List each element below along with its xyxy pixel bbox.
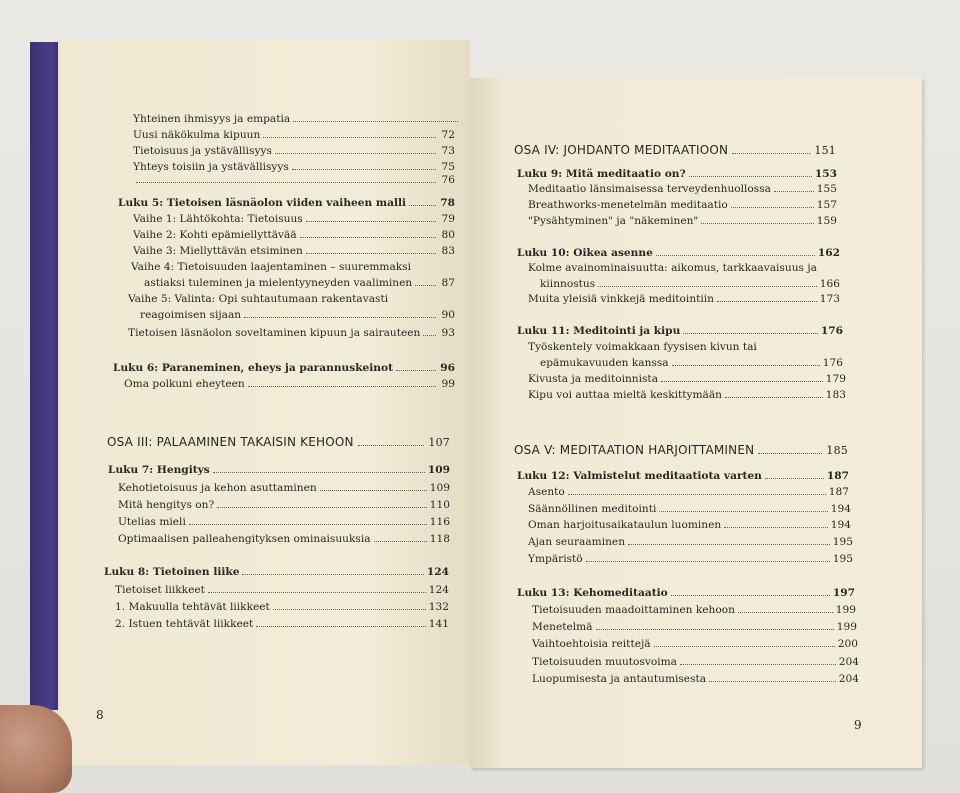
toc-chapter-entry <box>108 464 450 477</box>
leader-dots <box>213 472 425 473</box>
entry-title: Meditaatio länsimaisessa terveydenhuollossa <box>528 183 771 195</box>
entry-title: Yhteinen ihmisyys ja empatia <box>133 113 291 125</box>
entry-page-number: 116 <box>429 516 450 528</box>
leader-dots <box>654 646 835 647</box>
leader-dots <box>306 221 436 222</box>
toc-entry <box>532 656 859 669</box>
toc-entry <box>128 293 455 306</box>
leader-dots <box>256 626 425 627</box>
entry-page-number: 73 <box>441 145 455 157</box>
entry-title: Oman harjoitusaikataulun luominen <box>528 519 722 531</box>
entry-title: Tietoisuuden muutosvoima <box>532 656 677 668</box>
right-page-number: 9 <box>854 718 862 732</box>
leader-dots <box>423 335 436 336</box>
leader-dots <box>358 445 425 446</box>
leader-dots <box>273 609 426 610</box>
entry-page-number: 176 <box>820 325 843 337</box>
toc-entry <box>133 113 461 126</box>
toc-entry <box>540 357 843 370</box>
entry-title: Breathworks-menetelmän meditaatio <box>528 199 728 211</box>
leader-dots <box>596 629 834 630</box>
entry-title: Luku 13: Kehomeditaatio <box>517 587 668 599</box>
leader-dots <box>717 301 817 302</box>
entry-page-number: 176 <box>822 357 843 369</box>
entry-title: Optimaalisen palleahengityksen ominaisuuksia <box>118 533 371 545</box>
leader-dots <box>732 153 810 154</box>
toc-entry <box>115 601 449 614</box>
entry-title: Luku 8: Tietoinen liike <box>104 566 240 578</box>
leader-dots <box>568 494 826 495</box>
toc-chapter-entry <box>104 566 449 579</box>
toc-chapter-entry <box>517 168 837 181</box>
leader-dots <box>409 205 436 206</box>
entry-page-number: 204 <box>838 656 859 668</box>
entry-title: 1. Makuulla tehtävät liikkeet <box>115 601 270 613</box>
entry-page-number: 166 <box>819 278 840 290</box>
entry-title: reagoimisen sijaan <box>140 309 242 321</box>
entry-page-number: 173 <box>819 293 840 305</box>
toc-entry <box>528 199 837 212</box>
entry-page-number: 155 <box>816 183 837 195</box>
entry-title: Luku 5: Tietoisen läsnäolon viiden vaiheen malli <box>118 197 407 209</box>
leader-dots <box>659 511 827 512</box>
leader-dots <box>672 365 820 366</box>
entry-title: "Pysähtyminen" ja "näkeminen" <box>528 215 699 227</box>
toc-entry <box>133 174 455 187</box>
entry-title: Luku 10: Oikea asenne <box>517 247 653 259</box>
entry-page-number: 83 <box>441 245 455 257</box>
entry-page-number: 118 <box>429 533 450 545</box>
leader-dots <box>396 370 436 371</box>
entry-page-number: 194 <box>830 519 851 531</box>
part-title: OSA III: PALAAMINEN TAKAISIN KEHOON <box>107 435 354 449</box>
leader-dots <box>731 207 814 208</box>
toc-entry <box>115 618 449 631</box>
entry-title: Muita yleisiä vinkkejä meditointiin <box>528 293 714 305</box>
entry-title: Ympäristö <box>528 553 583 565</box>
entry-page-number: 109 <box>429 482 450 494</box>
entry-page-number: 109 <box>427 464 450 476</box>
toc-entry <box>528 183 837 196</box>
toc-chapter-entry <box>517 587 855 600</box>
leader-dots <box>725 397 823 398</box>
toc-entry <box>528 536 853 549</box>
leader-dots <box>208 592 426 593</box>
toc-entry <box>528 215 837 228</box>
entry-title: Kehotietoisuus ja kehon asuttaminen <box>118 482 317 494</box>
entry-page-number: 80 <box>441 229 455 241</box>
entry-page-number: 195 <box>832 536 853 548</box>
leader-dots <box>275 153 436 154</box>
entry-title: Vaihe 5: Valinta: Opi suhtautumaan rakentavasti <box>128 293 389 305</box>
part-heading-v <box>514 443 848 457</box>
leader-dots <box>683 333 818 334</box>
entry-title: Tietoiset liikkeet <box>115 584 205 596</box>
entry-page-number: 87 <box>441 277 455 289</box>
leader-dots <box>189 524 427 525</box>
leader-dots <box>661 381 823 382</box>
leader-dots <box>586 561 830 562</box>
entry-title: Kolme avainominaisuutta: aikomus, tarkkaavaisuus ja <box>528 262 817 274</box>
entry-page-number: 96 <box>440 362 455 374</box>
entry-page-number: 162 <box>817 247 840 259</box>
leader-dots <box>724 527 828 528</box>
toc-entry <box>540 278 840 291</box>
leader-dots <box>709 681 836 682</box>
part-heading-iv <box>514 143 836 157</box>
entry-page-number: 76 <box>441 174 455 186</box>
part-title: OSA V: MEDITAATION HARJOITTAMINEN <box>514 443 755 457</box>
entry-title: Oma polkuni eheyteen <box>124 378 245 390</box>
toc-entry <box>528 519 851 532</box>
leader-dots <box>217 507 427 508</box>
entry-title: Kivusta ja meditoinnista <box>528 373 659 385</box>
toc-entry <box>528 503 851 516</box>
entry-title: Luku 6: Paraneminen, eheys ja parannuskeinot <box>113 362 393 374</box>
part-page-number: 107 <box>428 436 450 449</box>
toc-entry <box>532 673 859 686</box>
entry-title: Luopumisesta ja antautumisesta <box>532 673 707 685</box>
toc-chapter-entry <box>517 470 849 483</box>
toc-entry <box>528 293 840 306</box>
toc-entry <box>532 621 857 634</box>
entry-page-number: 132 <box>428 601 449 613</box>
entry-page-number: 78 <box>440 197 455 209</box>
toc-chapter-entry <box>517 325 843 338</box>
entry-page-number: 99 <box>441 378 455 390</box>
toc-entry <box>528 486 849 499</box>
toc-entry <box>144 277 455 290</box>
entry-title: Vaihe 2: Kohti epämiellyttävää <box>133 229 297 241</box>
entry-page-number: 72 <box>441 129 455 141</box>
part-title: OSA IV: JOHDANTO MEDITAATIOON <box>514 143 729 157</box>
toc-entry <box>133 229 455 242</box>
entry-title: Uusi näkökulma kipuun <box>133 129 261 141</box>
entry-page-number: 110 <box>429 499 450 511</box>
entry-title: Mitä hengitys on? <box>118 499 215 511</box>
entry-title: Tietoisuuden maadoittaminen kehoon <box>532 604 735 616</box>
leader-dots <box>374 541 427 542</box>
entry-title: Luku 11: Meditointi ja kipu <box>517 325 681 337</box>
leader-dots <box>774 191 814 192</box>
part-page-number: 151 <box>814 144 836 157</box>
leader-dots <box>671 595 830 596</box>
leader-dots <box>306 253 436 254</box>
left-page-number: 8 <box>96 708 104 722</box>
entry-page-number: 90 <box>441 309 455 321</box>
entry-title: Ajan seuraaminen <box>528 536 626 548</box>
entry-page-number: 153 <box>814 168 837 180</box>
toc-entry <box>528 553 853 566</box>
toc-entry <box>532 604 856 617</box>
toc-entry <box>133 245 455 258</box>
entry-page-number: 183 <box>825 389 846 401</box>
leader-dots <box>244 317 436 318</box>
leader-dots <box>300 237 436 238</box>
leader-dots <box>656 255 815 256</box>
leader-dots <box>292 169 436 170</box>
entry-title: Luku 9: Mitä meditaatio on? <box>517 168 686 180</box>
toc-entry <box>528 262 840 275</box>
entry-title: Kipu voi auttaa mieltä keskittymään <box>528 389 723 401</box>
leader-dots <box>293 121 458 122</box>
toc-entry <box>528 389 846 402</box>
toc-entry <box>118 482 450 495</box>
thumb <box>0 705 72 793</box>
entry-page-number: 124 <box>428 584 449 596</box>
toc-entry <box>115 584 449 597</box>
entry-page-number: 79 <box>441 213 455 225</box>
entry-title: Asento <box>528 486 565 498</box>
entry-title: Työskentely voimakkaan fyysisen kivun tai <box>528 341 757 353</box>
leader-dots <box>680 664 836 665</box>
toc-entry <box>532 638 858 651</box>
entry-page-number: 187 <box>828 486 849 498</box>
toc-entry <box>528 373 846 386</box>
entry-page-number: 141 <box>428 618 449 630</box>
entry-title: Luku 12: Valmistelut meditaatiota varten <box>517 470 762 482</box>
entry-page-number: 75 <box>441 161 455 173</box>
entry-title: Utelias mieli <box>118 516 186 528</box>
toc-entry <box>118 516 450 529</box>
entry-title: Vaihtoehtoisia reittejä <box>532 638 651 650</box>
leader-dots <box>628 544 830 545</box>
entry-title: 2. Istuen tehtävät liikkeet <box>115 618 254 630</box>
toc-entry <box>133 129 455 142</box>
entry-page-number: 199 <box>835 604 856 616</box>
entry-page-number: 124 <box>426 566 449 578</box>
leader-dots <box>136 182 436 183</box>
entry-page-number: 200 <box>837 638 858 650</box>
leader-dots <box>598 286 817 287</box>
entry-title: Tietoisuus ja ystävällisyys <box>133 145 272 157</box>
toc-entry <box>133 213 455 226</box>
entry-page-number: 204 <box>838 673 859 685</box>
toc-entry <box>133 161 455 174</box>
toc-entry <box>128 327 455 340</box>
leader-dots <box>415 285 436 286</box>
toc-chapter-entry <box>118 197 455 210</box>
entry-title: Vaihe 3: Miellyttävän etsiminen <box>133 245 303 257</box>
leader-dots <box>242 574 423 575</box>
entry-title: Vaihe 4: Tietoisuuden laajentaminen – suuremmaksi <box>131 261 412 273</box>
toc-entry <box>118 499 450 512</box>
toc-entry <box>528 341 843 354</box>
entry-title: epämukavuuden kanssa <box>540 357 669 369</box>
toc-entry <box>140 309 455 322</box>
entry-title: Yhteys toisiin ja ystävällisyys <box>133 161 289 173</box>
entry-title: astiaksi tuleminen ja mielentyyneyden vaaliminen <box>144 277 413 289</box>
leader-dots <box>248 386 436 387</box>
toc-entry <box>131 261 455 274</box>
entry-page-number: 159 <box>816 215 837 227</box>
toc-entry <box>118 533 450 546</box>
entry-title: kiinnostus <box>540 278 596 290</box>
entry-page-number: 187 <box>826 470 849 482</box>
entry-page-number: 157 <box>816 199 837 211</box>
leader-dots <box>320 490 427 491</box>
toc-chapter-entry <box>517 247 840 260</box>
leader-dots <box>765 478 824 479</box>
leader-dots <box>758 453 822 454</box>
part-heading-iii <box>107 435 450 449</box>
book-cover-edge <box>30 42 64 710</box>
entry-page-number: 197 <box>832 587 855 599</box>
entry-title: Vaihe 1: Lähtökohta: Tietoisuus <box>133 213 303 225</box>
entry-page-number: 194 <box>830 503 851 515</box>
part-page-number: 185 <box>826 444 848 457</box>
toc-entry <box>133 145 455 158</box>
entry-page-number: 199 <box>836 621 857 633</box>
entry-page-number: 195 <box>832 553 853 565</box>
entry-title: Säännöllinen meditointi <box>528 503 657 515</box>
toc-entry <box>124 378 455 391</box>
leader-dots <box>263 137 436 138</box>
entry-title: Menetelmä <box>532 621 593 633</box>
leader-dots <box>701 223 813 224</box>
entry-page-number: 179 <box>825 373 846 385</box>
entry-page-number: 93 <box>441 327 455 339</box>
entry-title: Tietoisen läsnäolon soveltaminen kipuun ja sairauteen <box>128 327 421 339</box>
leader-dots <box>738 612 833 613</box>
leader-dots <box>689 176 812 177</box>
toc-chapter-entry <box>113 362 455 375</box>
entry-title: Luku 7: Hengitys <box>108 464 210 476</box>
